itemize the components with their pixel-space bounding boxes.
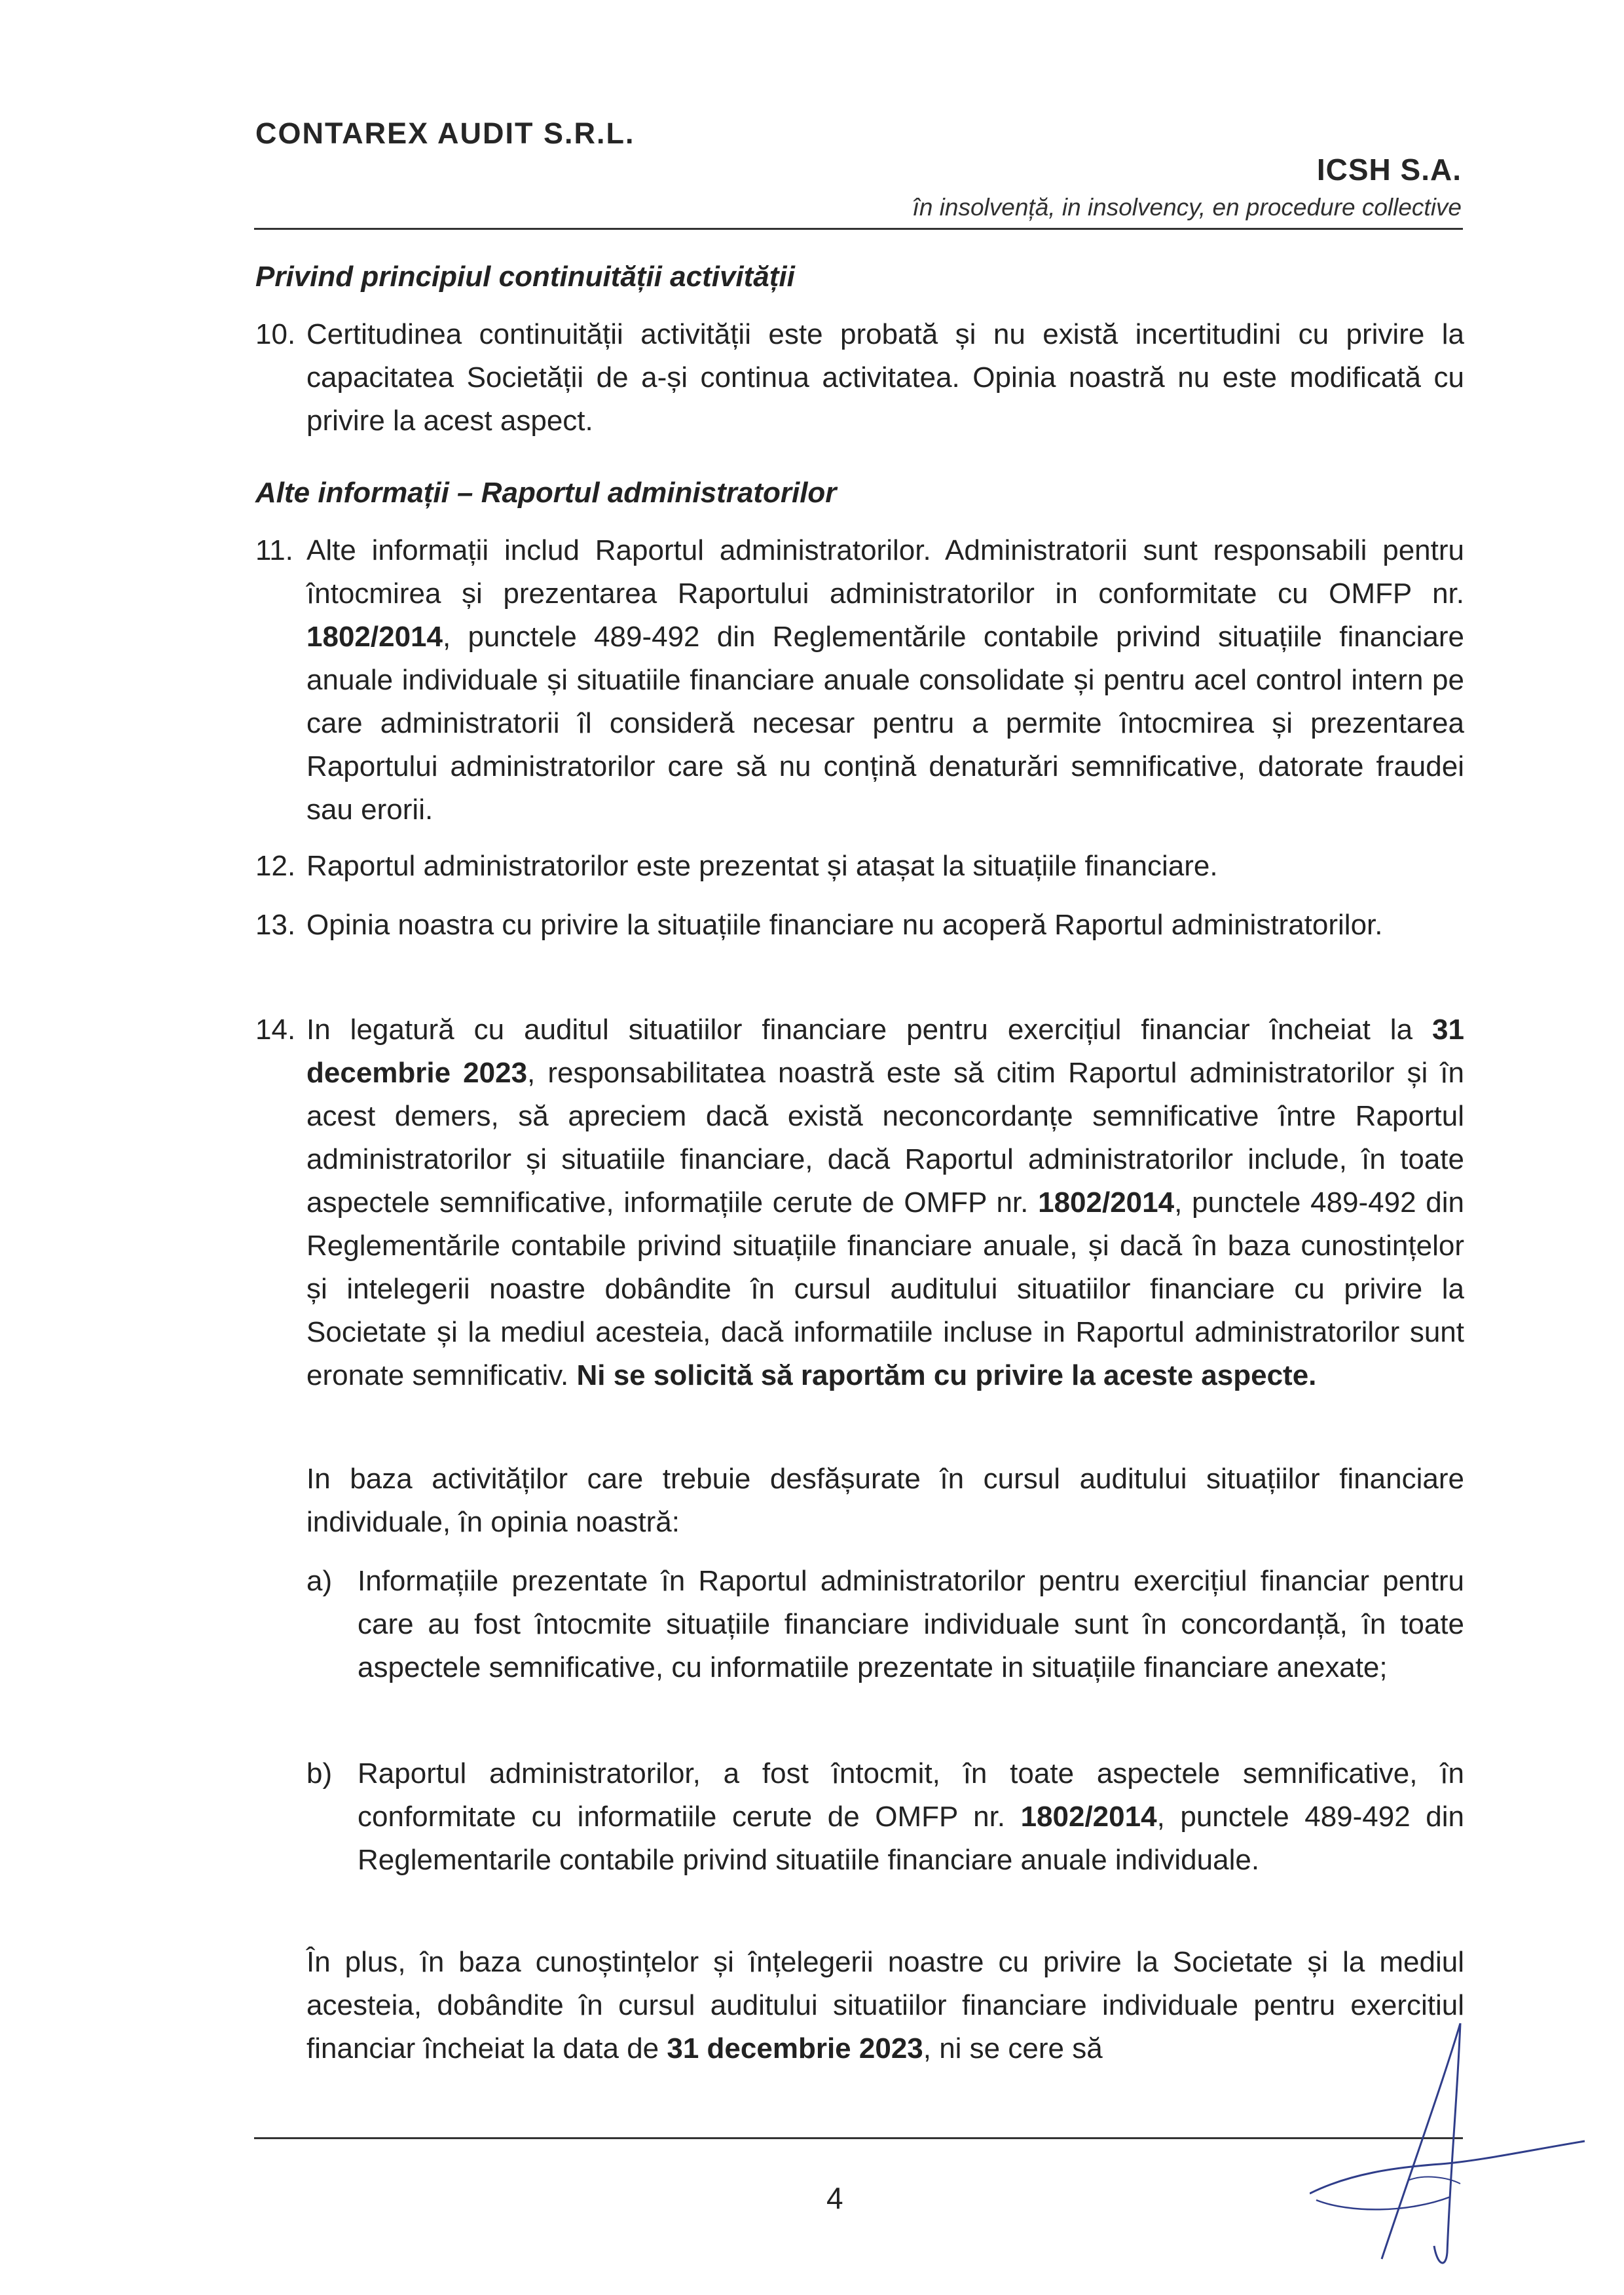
- list-item-text: Raportul administratorilor, a fost întocmit, în toate aspectele semnificative, în conformitate cu informatiile cerute de OMFP nr. 1802/2014, punctele 489-492 din Reglementarile contabile privind situatiile financiare anuale individuale.: [358, 1757, 1464, 1876]
- paragraph-number: 11.: [255, 534, 293, 566]
- list-item-label: b): [306, 1757, 333, 1790]
- paragraph-text: Alte informații includ Raportul administratorilor. Administratorii sunt responsabili pentru întocmirea și prezentarea Raportului administratorilor in conformitate cu OMFP nr. 1802/2014, punctele 489-492 din Reglementările contabile privind situațiile financiare anuale individuale și situatiile financiare anuale consolidate și pentru acel control intern pe care administratorii îl consideră necesar pentru a permite întocmirea și prezentarea Raportului administratorilor care să nu conțină denaturări semnificative, datorate fraudei sau erorii.: [306, 534, 1464, 826]
- footer-divider: [254, 2137, 1463, 2139]
- paragraph-final: În plus, în baza cunoștințelor și înțelegerii noastre cu privire la Societate și la mediul acesteia, dobândite în cursul auditului situatiilor financiare individuale pentru exercitiul financiar încheiat la data de 31 decembrie 2023, ni se cere să: [306, 1946, 1464, 2065]
- page-number: 4: [826, 2181, 843, 2215]
- list-item-text: Informațiile prezentate în Raportul administratorilor pentru exercițiul financiar pentru care au fost întocmite situațiile financiare individuale sunt în concordanță, în toate aspectele semnificative, cu informatiile prezentate in situațiile financiare anexate;: [358, 1565, 1464, 1683]
- list-item-label: a): [306, 1565, 333, 1597]
- auditor-name: CONTAREX AUDIT S.R.L.: [255, 117, 635, 150]
- paragraph-12: [255, 845, 1464, 888]
- section-title-continuity: Privind principiul continuității activității: [255, 261, 795, 293]
- header-divider: [254, 228, 1463, 230]
- paragraph-basis: In baza activităților care trebuie desfășurate în cursul auditului situațiilor financiare individuale, în opinia noastră:: [306, 1463, 1464, 1538]
- paragraph-text: In legatură cu auditul situatiilor financiare pentru exercițiul financiar încheiat la 31 decembrie 2023, responsabilitatea noastră este să citim Raportul administratorilor și în acest demers, să apreciem dacă există neconcordanțe semnificative între Raportul administratorilor și situatiile financiare, dacă Raportul administratorilor include, în toate aspectele semnificative, informațiile cerute de OMFP nr. 1802/2014, punctele 489-492 din Reglementările contabile privind situațiile financiare anuale, și dacă în baza cunostințelor și intelegerii noastre dobândite în cursul auditului situatiilor financiare cu privire la Societate și la mediul acesteia, dacă informatiile incluse in Raportul administratorilor sunt eronate semnificativ. Ni se solicită să raportăm cu privire la aceste aspecte.: [306, 1014, 1465, 1391]
- client-status: în insolvență, in insolvency, en procedure collective: [912, 194, 1462, 221]
- paragraph-number: 14.: [255, 1014, 296, 1046]
- paragraph-text: Certitudinea continuității activității este probată și nu există incertitudini cu privire la capacitatea Societății de a-și continua activitatea. Opinia noastră nu este modificată cu privire la acest aspect.: [306, 318, 1464, 437]
- list-item-b: [306, 1752, 1464, 1882]
- handwritten-signature: [1310, 2017, 1598, 2279]
- paragraph-text: Raportul administratorilor este prezentat și atașat la situațiile financiare.: [306, 850, 1218, 882]
- paragraph-number: 12.: [255, 850, 296, 882]
- paragraph-number: 10.: [255, 318, 296, 350]
- paragraph-10: [255, 313, 1464, 443]
- paragraph-11: [255, 529, 1464, 832]
- client-name: ICSH S.A.: [1316, 153, 1462, 187]
- section-title-other-info: Alte informații – Raportul administratorilor: [255, 477, 837, 509]
- list-item-a: [306, 1560, 1464, 1689]
- paragraph-text: Opinia noastra cu privire la situațiile financiare nu acoperă Raportul administratorilor.: [306, 909, 1383, 941]
- paragraph-14: [255, 1008, 1464, 1397]
- paragraph-13: [255, 904, 1464, 947]
- paragraph-number: 13.: [255, 909, 296, 941]
